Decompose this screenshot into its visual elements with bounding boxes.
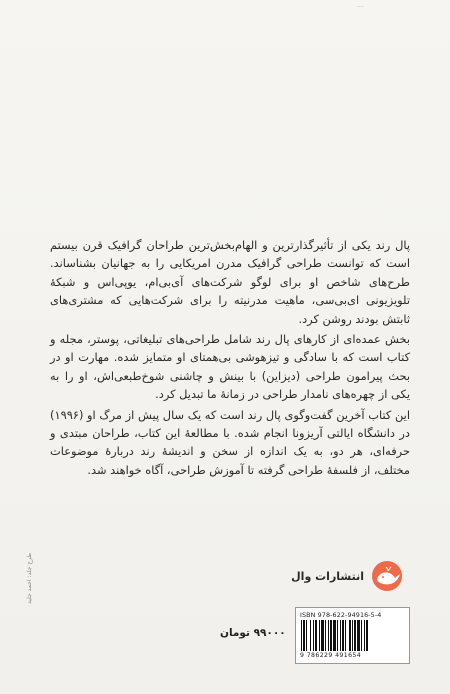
blurb-paragraph-1: پال رند یکی از تأثیرگذارترین و الهام‌بخش‌ترین طراحان گرافیک قرن بیستم است که توانست طراحی گرافیک مدرن امریکایی را به جهانیان بشناساند. طرح‌های شاخص او برای لوگو شرکت‌های آی‌بی‌ام، یوپی‌اس و شبکهٔ تلویزیونی ای‌بی‌سی، ماهیت مدرنیته را برای شرکت‌هایی که مشتری‌های ثابتش بودند روشن کرد.	[50, 238, 410, 326]
whale-icon	[372, 561, 402, 591]
blurb-paragraph-3: این کتاب آخرین گفت‌وگوی پال رند است که یک سال پیش از مرگ او (۱۹۹۶) در دانشگاه ایالتی آریزونا انجام شده. با مطالعهٔ این کتاب، طراحان مبتدی و حرفه‌ای، هر دو، به یک اندازه از سخن و اندیشهٔ رند دربارهٔ موضوعات مختلف، از فلسفهٔ طراحی گرفته تا آموزش طراحی، آگاه خواهند شد.	[50, 407, 410, 477]
barcode-bars	[300, 620, 404, 651]
barcode-bar	[333, 620, 336, 651]
barcode-bar	[303, 620, 305, 651]
barcode-bar	[328, 620, 329, 651]
barcode-bar	[357, 620, 360, 651]
isbn-text: ISBN 978-622-94916-5-4	[300, 611, 382, 619]
barcode-bar	[301, 620, 302, 651]
barcode-bar	[310, 620, 311, 651]
barcode-bar	[361, 620, 362, 651]
barcode	[295, 607, 410, 664]
barcode-bar	[315, 620, 317, 651]
barcode-digits: 9 786229 491654	[300, 652, 362, 659]
barcode-bar	[340, 620, 341, 651]
barcode-bar	[306, 620, 307, 651]
barcode-bar	[364, 620, 365, 651]
barcode-bar	[352, 620, 353, 651]
barcode-bar	[330, 620, 332, 651]
barcode-bar	[349, 620, 351, 651]
blurb-paragraph-2: بخش عمده‌ای از کارهای پال رند شامل طراحی‌های تبلیغاتی، پوستر، مجله و کتاب است که با سادگی و تیزهوشی بی‌همتای او متمایز شده. مهارت او در بحث پیرامون طراحی (دیزاین) با بینش و چاشنی شوخ‌طبعی‌اش، او را به یکی از چهره‌های نامدار طراحی در زمانهٔ ما تبدیل کرد.	[50, 332, 410, 402]
barcode-bar	[342, 620, 344, 651]
barcode-bar	[366, 620, 368, 651]
barcode-bar	[354, 620, 356, 651]
blurb-text	[50, 236, 410, 481]
barcode-bar	[313, 620, 314, 651]
publisher-logo	[272, 556, 402, 596]
price-label: ۹۹۰۰۰ تومان	[220, 627, 286, 639]
barcode-bar	[337, 620, 338, 651]
publisher-name: انتشارات وال	[291, 569, 364, 583]
barcode-bar	[325, 620, 326, 651]
barcode-bar	[319, 620, 320, 651]
top-mark: ····	[356, 4, 364, 11]
barcode-bar	[321, 620, 324, 651]
barcode-bar	[345, 620, 346, 651]
cover-credit: طرح جلد: احمد جلید	[26, 552, 33, 604]
